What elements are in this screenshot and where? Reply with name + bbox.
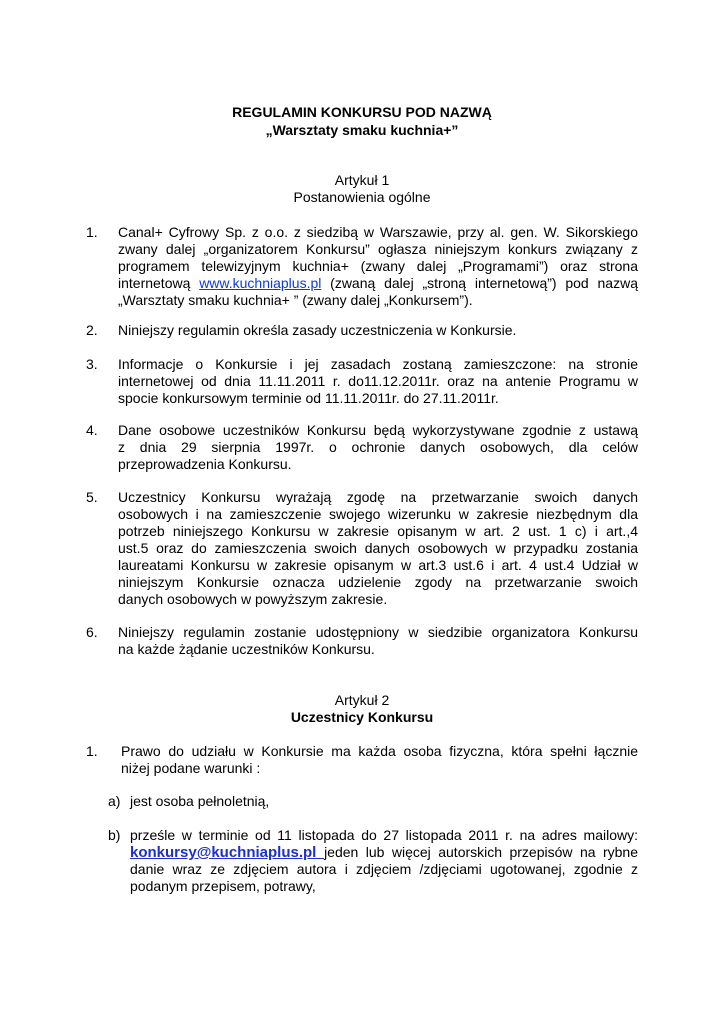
article2-subheading: Uczestnicy Konkursu (290, 709, 434, 725)
paragraph-line: Canal+ Cyfrowy Sp. z o.o. z siedzibą w Warszawie, przy al. gen. W. Sikorskiego (118, 224, 638, 240)
article2-heading: Artykuł 2 (334, 692, 390, 708)
paragraph-line: spocie konkursowym terminie od 11.11.2011r. do 27.11.2011r. (118, 390, 499, 406)
article2-item-1 (86, 743, 638, 777)
article1-item-5 (86, 489, 638, 608)
paragraph-line: niżej podane warunki : (121, 760, 261, 776)
paragraph-line: niniejszym Konkursie oznacza udzielenie zgody na przetwarzanie swoich (118, 574, 638, 590)
paragraph-line (118, 275, 638, 292)
item-number: 1. (86, 224, 98, 240)
paragraph-line: z dnia 29 sierpnia 1997r. o ochronie danych osobowych, dla celów (118, 439, 638, 455)
condition-b (108, 827, 638, 895)
article1-item-4 (86, 422, 638, 473)
item-number: 5. (86, 489, 98, 505)
paragraph-line: Uczestnicy Konkursu wyrażają zgodę na przetwarzanie swoich danych (118, 489, 638, 505)
paragraph-line: zwany dalej „organizatorem Konkursu” ogłasza niniejszym konkurs związany z (118, 241, 638, 257)
condition-text: podanym przepisem, potrawy, (130, 878, 316, 894)
line-text: jeden lub więcej autorskich przepisów na rybne (324, 844, 638, 860)
paragraph-line: Niniejszy regulamin określa zasady uczestniczenia w Konkursie. (118, 322, 517, 338)
paragraph-line: przeprowadzenia Konkursu. (118, 456, 292, 472)
condition-text: danie wraz ze zdjęciem autora i zdjęciem /zdjęciami ugotowanej, zgodnie z (130, 861, 638, 877)
article1-subheading: Postanowienia ogólne (293, 189, 431, 205)
article1-item-2 (86, 322, 638, 339)
paragraph-line: danych osobowych w powyższym zakresie. (118, 591, 388, 607)
email-link[interactable]: konkursy@kuchniaplus.pl (130, 844, 325, 861)
condition-text: jest osoba pełnoletnią, (130, 793, 270, 809)
paragraph-line: „Warsztaty smaku kuchnia+ ” (zwany dalej „Konkursem”). (118, 292, 473, 308)
condition-letter: b) (108, 827, 121, 843)
paragraph-line: ust.5 oraz do zamieszczenia swoich danych osobowych w przypadku zostania (118, 540, 638, 556)
document-title: REGULAMIN KONKURSU POD NAZWĄ (232, 104, 492, 120)
condition-text: prześle w terminie od 11 listopada do 27 listopada 2011 r. na adres mailowy: (130, 827, 638, 843)
paragraph-line: osobowych i na zamieszczenie swojego wizerunku w zakresie niezbędnym dla (118, 506, 638, 522)
item-number: 6. (86, 624, 98, 640)
line-text: internetową (118, 275, 200, 291)
condition-a (108, 793, 638, 810)
paragraph-line: Dane osobowe uczestników Konkursu będą wykorzystywane zgodnie z ustawą (118, 422, 638, 438)
paragraph-line: Prawo do udziału w Konkursie ma każda osoba fizyczna, która spełni łącznie (121, 743, 638, 759)
paragraph-line: internetowej od dnia 11.11.2011 r. do11.12.2011r. oraz na antenie Programu w (118, 373, 638, 389)
item-number: 4. (86, 422, 98, 438)
article1-heading: Artykuł 1 (334, 172, 390, 188)
contest-name-title: „Warsztaty smaku kuchnia+” (265, 122, 459, 138)
line-text: (zwaną dalej „stroną internetową”) pod nazwą (321, 275, 638, 291)
item-number: 3. (86, 356, 98, 372)
paragraph-line: programem telewizyjnym kuchnia+ (zwany dalej „Programami”) oraz strona (118, 258, 638, 274)
paragraph-line: laureatami Konkursu w zakresie opisanym w art.3 ust.6 i art. 4 ust.4 Udział w (118, 557, 638, 573)
condition-text (130, 844, 638, 861)
paragraph-line: Informacje o Konkursie i jej zasadach zostaną zamieszczone: na stronie (118, 356, 638, 372)
item-number: 2. (86, 322, 98, 338)
item-number: 1. (86, 743, 98, 759)
paragraph-line: na każde żądanie uczestników Konkursu. (118, 641, 375, 657)
website-link[interactable]: www.kuchniaplus.pl (199, 275, 322, 291)
paragraph-line: Niniejszy regulamin zostanie udostępniony w siedzibie organizatora Konkursu (118, 624, 638, 640)
article1-item-1 (86, 224, 638, 309)
condition-letter: a) (108, 793, 121, 809)
article1-item-6 (86, 624, 638, 658)
paragraph-line: potrzeb niniejszego Konkursu w zakresie opisanym w art. 2 ust. 1 c) i art.,4 (118, 523, 638, 539)
article1-item-3 (86, 356, 638, 407)
